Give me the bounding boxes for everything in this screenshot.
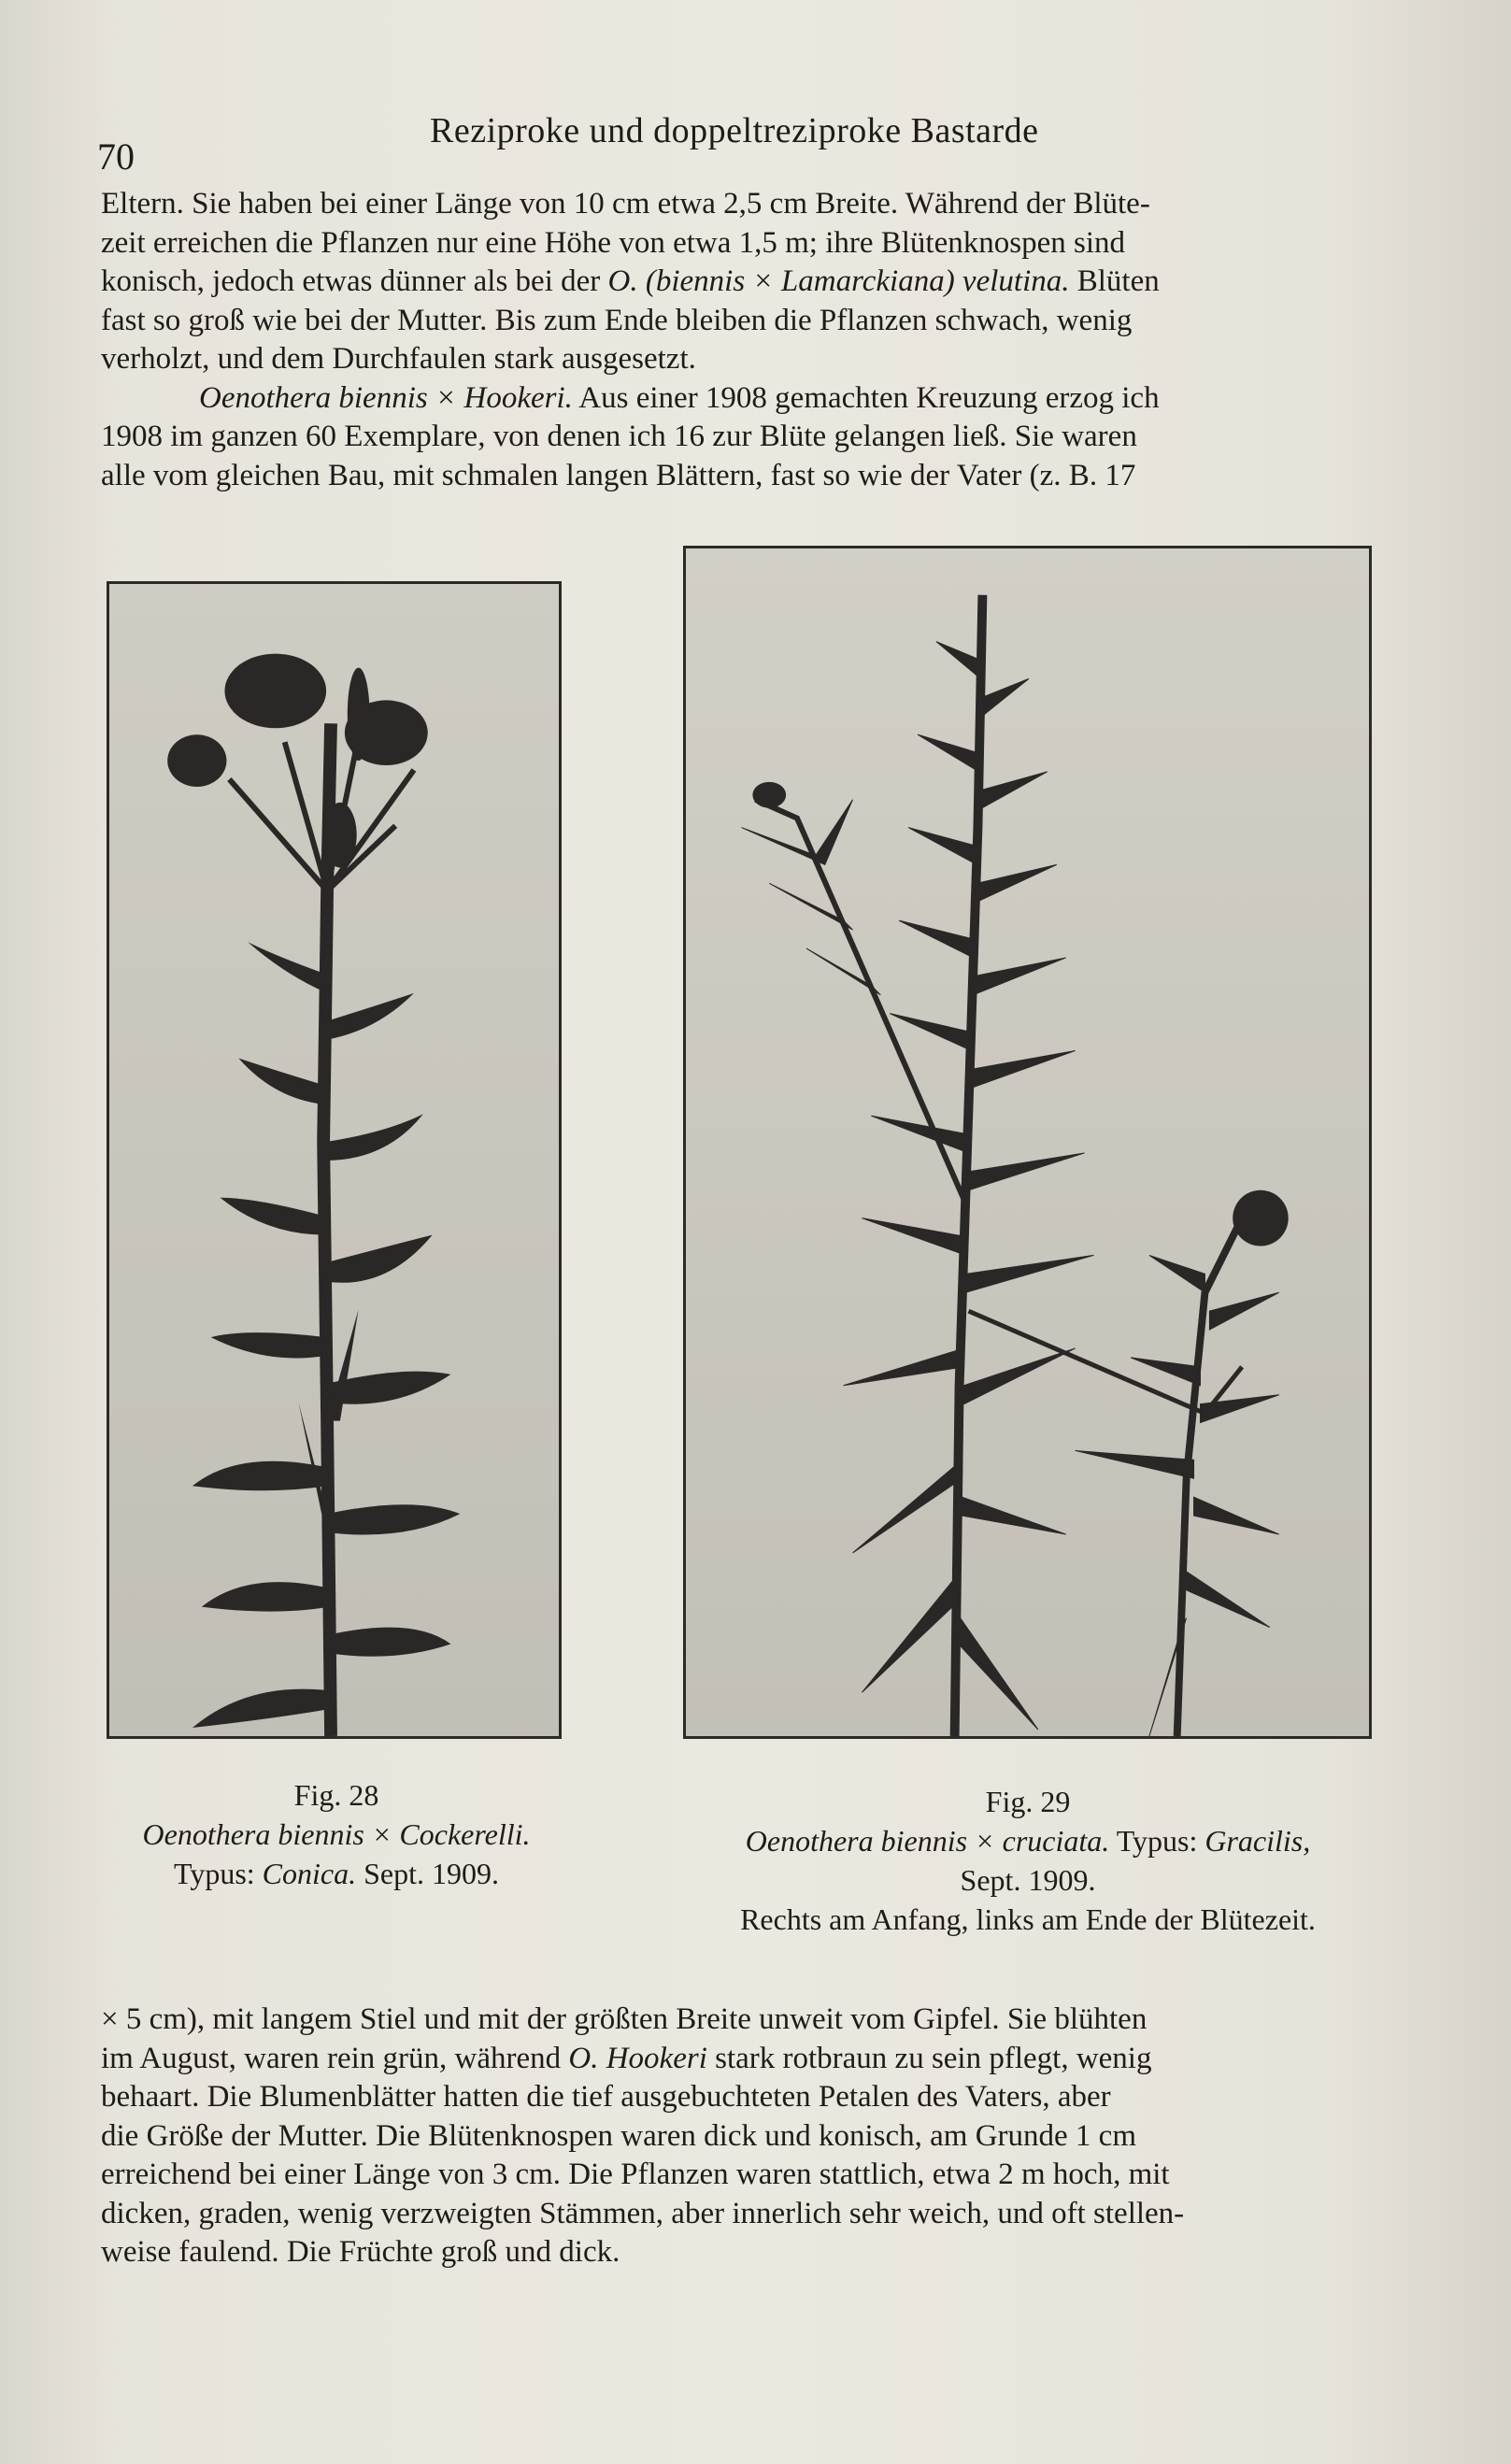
page-number: 70 [97,135,135,178]
text-line: konisch, jedoch etwas dünner als bei der O. (biennis × Lamarckiana) velutina. Blüten [101,264,1160,298]
text-line: behaart. Die Blumenblätter hatten die tief ausgebuchteten Petalen des Vaters, aber [101,2080,1111,2114]
text-line: zeit erreichen die Pflanzen nur eine Höhe von etwa 1,5 m; ihre Blütenknospen sind [101,225,1125,260]
text-line: weise faulend. Die Früchte groß und dick. [101,2235,620,2269]
text-line: alle vom gleichen Bau, mit schmalen langen Blättern, fast so wie der Vater (z. B. 17 [101,458,1136,492]
text-line: verholzt, und dem Durchfaulen stark ausgesetzt. [101,342,696,376]
figure-29-caption [654,1782,1402,1939]
running-title: Reziproke und doppeltreziproke Bastarde [430,111,1039,150]
figure-28-photo [107,581,562,1739]
species-name: O. Hookeri [568,2041,707,2075]
figure-label: Fig. 29 [985,1785,1071,1818]
species-name: O. (biennis × Lamarckiana) velutina. [607,264,1070,298]
figure-species-typus: Oenothera biennis × cruciata. Typus: Gracilis, [745,1824,1311,1858]
text-line: die Größe der Mutter. Die Blütenknospen waren dick und konisch, am Grunde 1 cm [101,2118,1136,2153]
text-line: Oenothera biennis × Hookeri. Aus einer 1908 gemachten Kreuzung erzog ich [199,380,1160,415]
species-name: Oenothera biennis × Hookeri. [199,380,573,415]
text-line: Eltern. Sie haben bei einer Länge von 10 cm etwa 2,5 cm Breite. Während der Blüte- [101,187,1150,221]
text-line: fast so groß wie bei der Mutter. Bis zum Ende bleiben die Pflanzen schwach, wenig [101,303,1133,337]
figure-note: Rechts am Anfang, links am Ende der Blütezeit. [740,1902,1316,1936]
text-line: erreichend bei einer Länge von 3 cm. Die Pflanzen waren stattlich, etwa 2 m hoch, mit [101,2158,1170,2191]
figure-29-photo [683,546,1372,1739]
text-line: im August, waren rein grün, während O. Hookeri stark rotbraun zu sein pflegt, wenig [101,2041,1152,2075]
running-head [0,101,1511,178]
figure-species: Oenothera biennis × Cockerelli. [142,1817,531,1851]
figure-typus: Typus: Conica. Sept. 1909. [174,1857,499,1890]
text-line: × 5 cm), mit langem Stiel und mit der größten Breite unweit vom Gipfel. Sie blühten [101,2002,1148,2036]
plant-photo-cockerelli [109,584,559,1736]
body-text-top [101,185,1368,495]
figure-label: Fig. 28 [293,1778,379,1812]
text-line: dicken, graden, wenig verzweigten Stämmen, aber innerlich sehr weich, und oft stellen- [101,2196,1185,2230]
text-line: 1908 im ganzen 60 Exemplare, von denen ich 16 zur Blüte gelangen ließ. Sie waren [101,420,1137,453]
figure-28-caption [93,1775,579,1893]
figure-date: Sept. 1909. [960,1863,1096,1897]
body-text-bottom [101,2001,1368,2272]
plant-photo-cruciata [686,548,1369,1736]
